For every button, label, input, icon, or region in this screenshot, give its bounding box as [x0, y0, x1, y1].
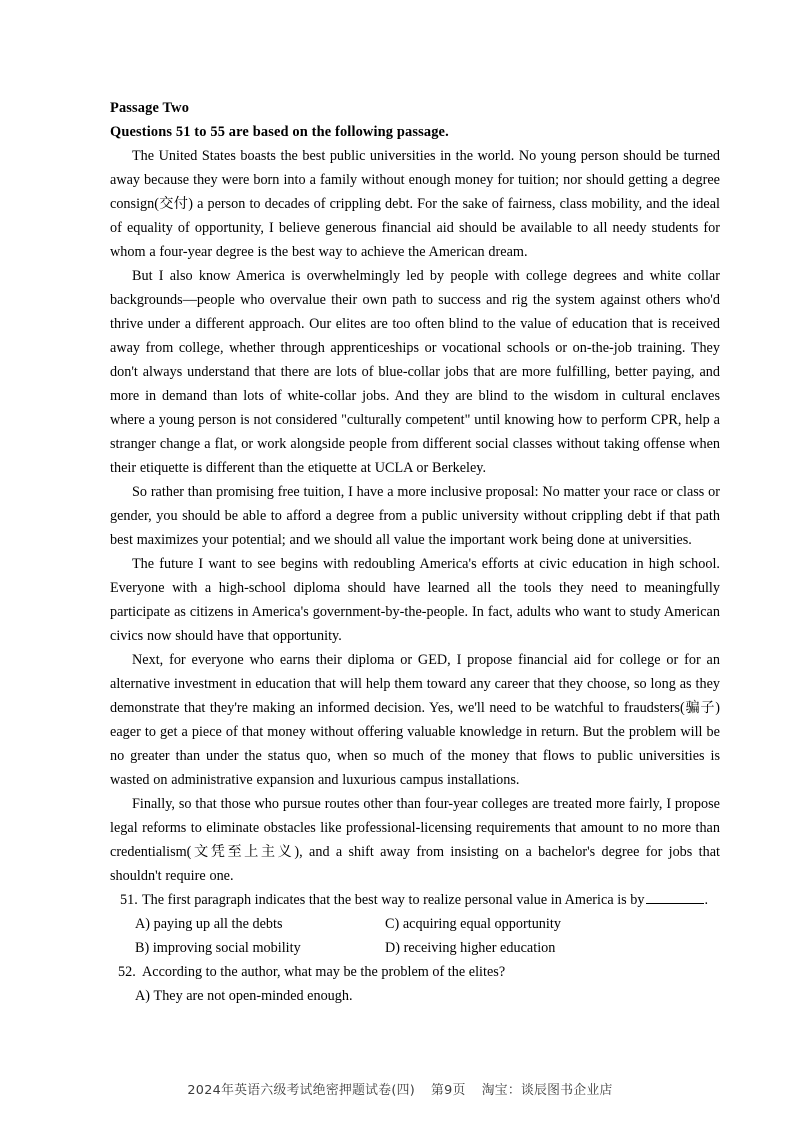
passage-paragraph-6: Finally, so that those who pursue routes other than four-year colleges are treated more fairly, I propose legal reforms to eliminate obstacles like professional-licensing requirements that amount to no more than credentialism(文凭至上主义), and a shift away from insisting on a bachelor's degree for jobs that shouldn't require one.: [110, 796, 720, 884]
passage-paragraph-3: So rather than promising free tuition, I have a more inclusive proposal: No matter your race or class or gender, you should be able to afford a degree from a public university without crippling debt if that path best maximizes your potential; and we should all value the important work being done at universities.: [110, 484, 720, 548]
page-footer: [0, 1079, 800, 1098]
option-a-label: A): [135, 916, 151, 932]
option-c-label: C): [385, 916, 400, 932]
questions-list: [110, 888, 720, 1008]
option-b[interactable]: [135, 936, 385, 960]
footer-shop: 淘宝：谈辰图书企业店: [481, 1083, 613, 1098]
option-d-text: receiving higher education: [403, 940, 556, 956]
question-51-number: 51.: [120, 892, 138, 908]
option-d[interactable]: [385, 936, 635, 960]
passage-heading: Passage Two: [110, 100, 190, 116]
question-51: [110, 888, 720, 960]
question-52-stem-text: According to the author, what may be the problem of the elites?: [142, 964, 506, 980]
question-51-stem-text: The first paragraph indicates that the best way to realize personal value in America is by: [142, 892, 645, 908]
option-d-label: D): [385, 940, 401, 956]
question-52-option-a[interactable]: [110, 984, 720, 1008]
option-row-bd: [135, 936, 720, 960]
footer-exam-title: 2024年英语六级考试绝密押题试卷(四): [187, 1083, 416, 1098]
option-row-ac: [135, 912, 720, 936]
question-52-stem: [110, 960, 720, 984]
questions-instruction: Questions 51 to 55 are based on the following passage.: [110, 124, 449, 140]
passage-content: [110, 96, 720, 1008]
option-a[interactable]: [135, 912, 385, 936]
option-a-text: paying up all the debts: [153, 916, 283, 932]
answer-blank[interactable]: [646, 891, 704, 904]
passage-paragraph-2: But I also know America is overwhelmingly led by people with college degrees and white collar backgrounds—people who overvalue their own path to success and rig the system against others who'd thrive under a different approach. Our elites are too often blind to the value of education that is received away from college, whether through apprenticeships or vocational schools or on-the-job training. They don't always understand that there are lots of blue-collar jobs that are more fulfilling, better paying, and more in demand than lots of white-collar jobs. And they are blind to the wisdom in cultural enclaves where a young person is not considered "culturally competent" until knowing how to perform CPR, help a stranger change a flat, or work alongside people from different social classes without taking offense when their etiquette is different than the etiquette at UCLA or Berkeley.: [110, 268, 720, 476]
q52-option-a-text: They are not open-minded enough.: [153, 988, 353, 1004]
question-51-stem: [110, 888, 720, 912]
passage-paragraph-4: The future I want to see begins with redoubling America's efforts at civic education in high school. Everyone with a high-school diploma should have learned all the tools they need to meaningfully participate as citizens in America's government-by-the-people. In fact, adults who want to study American civics now should have that opportunity.: [110, 556, 720, 644]
passage-paragraph-1: The United States boasts the best public universities in the world. No young person should be turned away because they were born into a family without enough money for tuition; nor should getting a degree consign(交付) a person to decades of crippling debt. For the sake of fairness, class mobility, and the ideal of equality of opportunity, I believe generous financial aid should be available to all needy students for whom a four-year degree is the best way to achieve the American dream.: [110, 148, 720, 260]
option-b-label: B): [135, 940, 150, 956]
option-c-text: acquiring equal opportunity: [402, 916, 561, 932]
footer-page-label: 第9页: [431, 1083, 466, 1098]
passage-paragraph-5: Next, for everyone who earns their diploma or GED, I propose financial aid for college or for an alternative investment in education that will help them toward any career that they choose, so long as they demonstrate that they're making an informed decision. Yes, we'll need to be watchful to fraudsters(骗子) eager to get a piece of that money without offering valuable knowledge in return. But the problem will be no greater than under the status quo, when so much of the money that flows to public universities is wasted on administrative expansion and luxurious campus installations.: [110, 652, 720, 788]
q52-option-a-label: A): [135, 988, 150, 1004]
question-52: [110, 960, 720, 1008]
question-52-number: 52.: [118, 964, 136, 980]
option-c[interactable]: [385, 912, 635, 936]
option-b-text: improving social mobility: [152, 940, 301, 956]
question-51-stem-end: .: [704, 892, 709, 908]
question-51-options: [110, 912, 720, 960]
